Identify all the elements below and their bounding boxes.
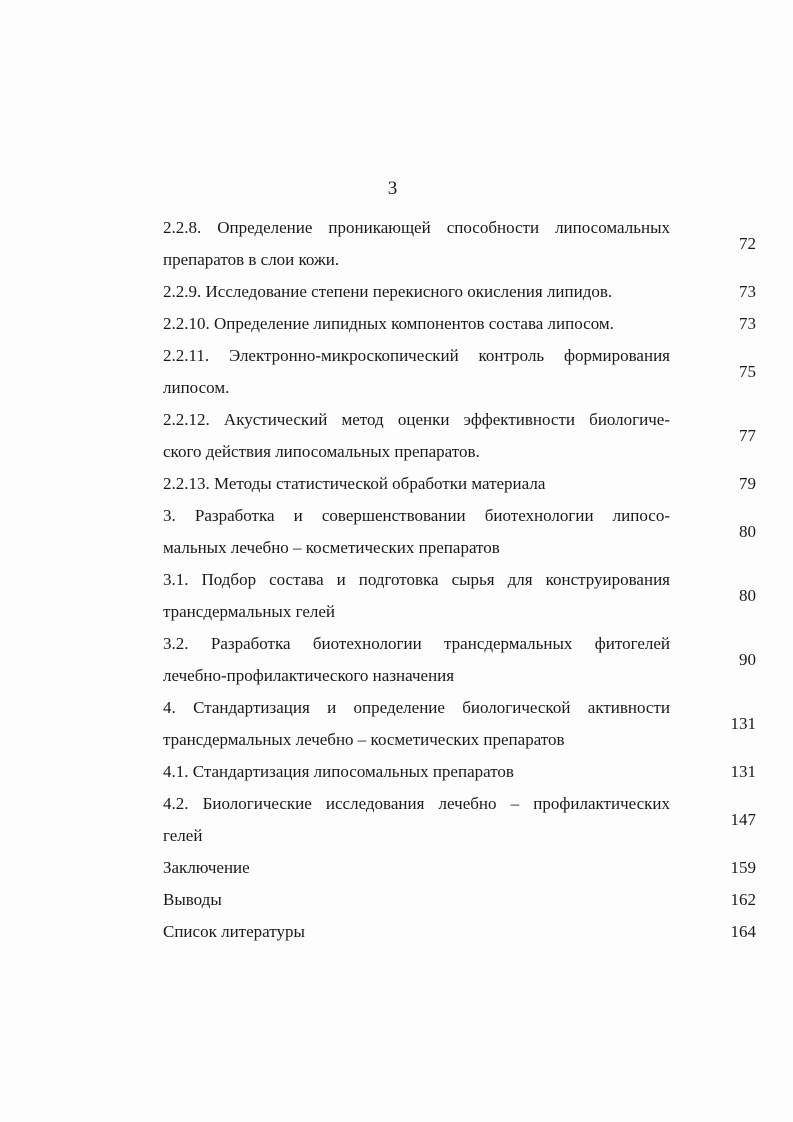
- toc-entry: [163, 340, 760, 404]
- toc-entry: [163, 212, 760, 276]
- table-of-contents: [163, 212, 760, 948]
- toc-entry: [163, 692, 760, 756]
- toc-entry-line: 3.1. Подбор состава и подготовка сырья для конструирования: [163, 570, 670, 589]
- toc-entry-line: 2.2.11. Электронно-микроскопический контроль формирования: [163, 346, 670, 365]
- toc-entry-page-number: 75: [739, 362, 756, 381]
- toc-entry-line: 3.2. Разработка биотехнологии трансдермальных фитогелей: [163, 634, 670, 653]
- toc-entry: [163, 276, 760, 308]
- toc-entry-line: лечебно-профилактического назначения: [163, 666, 455, 685]
- toc-entry-page-number: 164: [730, 922, 756, 941]
- toc-entry: [163, 628, 760, 692]
- toc-entry-line: гелей: [163, 826, 203, 845]
- toc-entry-line: 2.2.10. Определение липидных компонентов состава липосом.: [163, 314, 614, 333]
- toc-entry-line: 2.2.9. Исследование степени перекисного окисления липидов.: [163, 282, 613, 301]
- toc-entry-page-number: 90: [739, 650, 756, 669]
- toc-entry-line: 4.2. Биологические исследования лечебно – профилактических: [163, 794, 670, 813]
- toc-entry-line: Заключение: [163, 858, 250, 877]
- toc-entry-title: [163, 916, 670, 948]
- toc-entry-page-number: 73: [739, 314, 756, 333]
- toc-entry-line: препаратов в слои кожи.: [163, 250, 340, 269]
- toc-entry-title: [163, 340, 670, 404]
- toc-entry-title: [163, 852, 670, 884]
- toc-entry-title: [163, 308, 670, 340]
- toc-entry-page-number: 73: [739, 282, 756, 301]
- toc-entry: [163, 308, 760, 340]
- toc-entry: [163, 500, 760, 564]
- toc-entry-page-number: 72: [739, 234, 756, 253]
- toc-entry: [163, 404, 760, 468]
- toc-entry: [163, 916, 760, 948]
- toc-entry-page-number: 79: [739, 474, 756, 493]
- toc-entry-line: 4. Стандартизация и определение биологической активности: [163, 698, 670, 717]
- toc-entry-page-number: 77: [739, 426, 756, 445]
- toc-entry: [163, 468, 760, 500]
- toc-entry-line: 2.2.12. Акустический метод оценки эффективности биологиче-: [163, 410, 670, 429]
- toc-entry-title: [163, 628, 670, 692]
- toc-entry-line: 4.1. Стандартизация липосомальных препаратов: [163, 762, 514, 781]
- toc-entry: [163, 756, 760, 788]
- toc-entry-title: [163, 404, 670, 468]
- toc-entry-page-number: 162: [730, 890, 756, 909]
- toc-entry-line: трансдермальных лечебно – косметических препаратов: [163, 730, 565, 749]
- toc-entry-title: [163, 788, 670, 852]
- toc-entry-page-number: 131: [730, 714, 756, 733]
- toc-entry-title: [163, 756, 670, 788]
- toc-entry-line: Выводы: [163, 890, 222, 909]
- toc-entry-title: [163, 692, 670, 756]
- toc-entry-title: [163, 884, 670, 916]
- toc-entry-line: трансдермальных гелей: [163, 602, 336, 621]
- toc-entry-page-number: 80: [739, 522, 756, 541]
- toc-entry-title: [163, 500, 670, 564]
- toc-entry-page-number: 131: [730, 762, 756, 781]
- toc-entry-title: [163, 564, 670, 628]
- toc-entry-page-number: 80: [739, 586, 756, 605]
- toc-entry: [163, 564, 760, 628]
- toc-entry-line: липосом.: [163, 378, 230, 397]
- toc-entry-line: Список литературы: [163, 922, 305, 941]
- toc-entry: [163, 884, 760, 916]
- toc-entry: [163, 852, 760, 884]
- toc-entry-page-number: 159: [730, 858, 756, 877]
- toc-entry-page-number: 147: [730, 810, 756, 829]
- toc-entry-title: [163, 276, 670, 308]
- toc-entry-title: [163, 212, 670, 276]
- toc-entry-line: 3. Разработка и совершенствовании биотехнологии липосо-: [163, 506, 670, 525]
- toc-entry: [163, 788, 760, 852]
- toc-entry-line: ского действия липосомальных препаратов.: [163, 442, 480, 461]
- toc-entry-line: 2.2.8. Определение проникающей способности липосомальных: [163, 218, 670, 237]
- toc-entry-line: мальных лечебно – косметических препаратов: [163, 538, 500, 557]
- page-number: 3: [387, 178, 398, 199]
- toc-entry-line: 2.2.13. Методы статистической обработки материала: [163, 474, 546, 493]
- toc-entry-title: [163, 468, 670, 500]
